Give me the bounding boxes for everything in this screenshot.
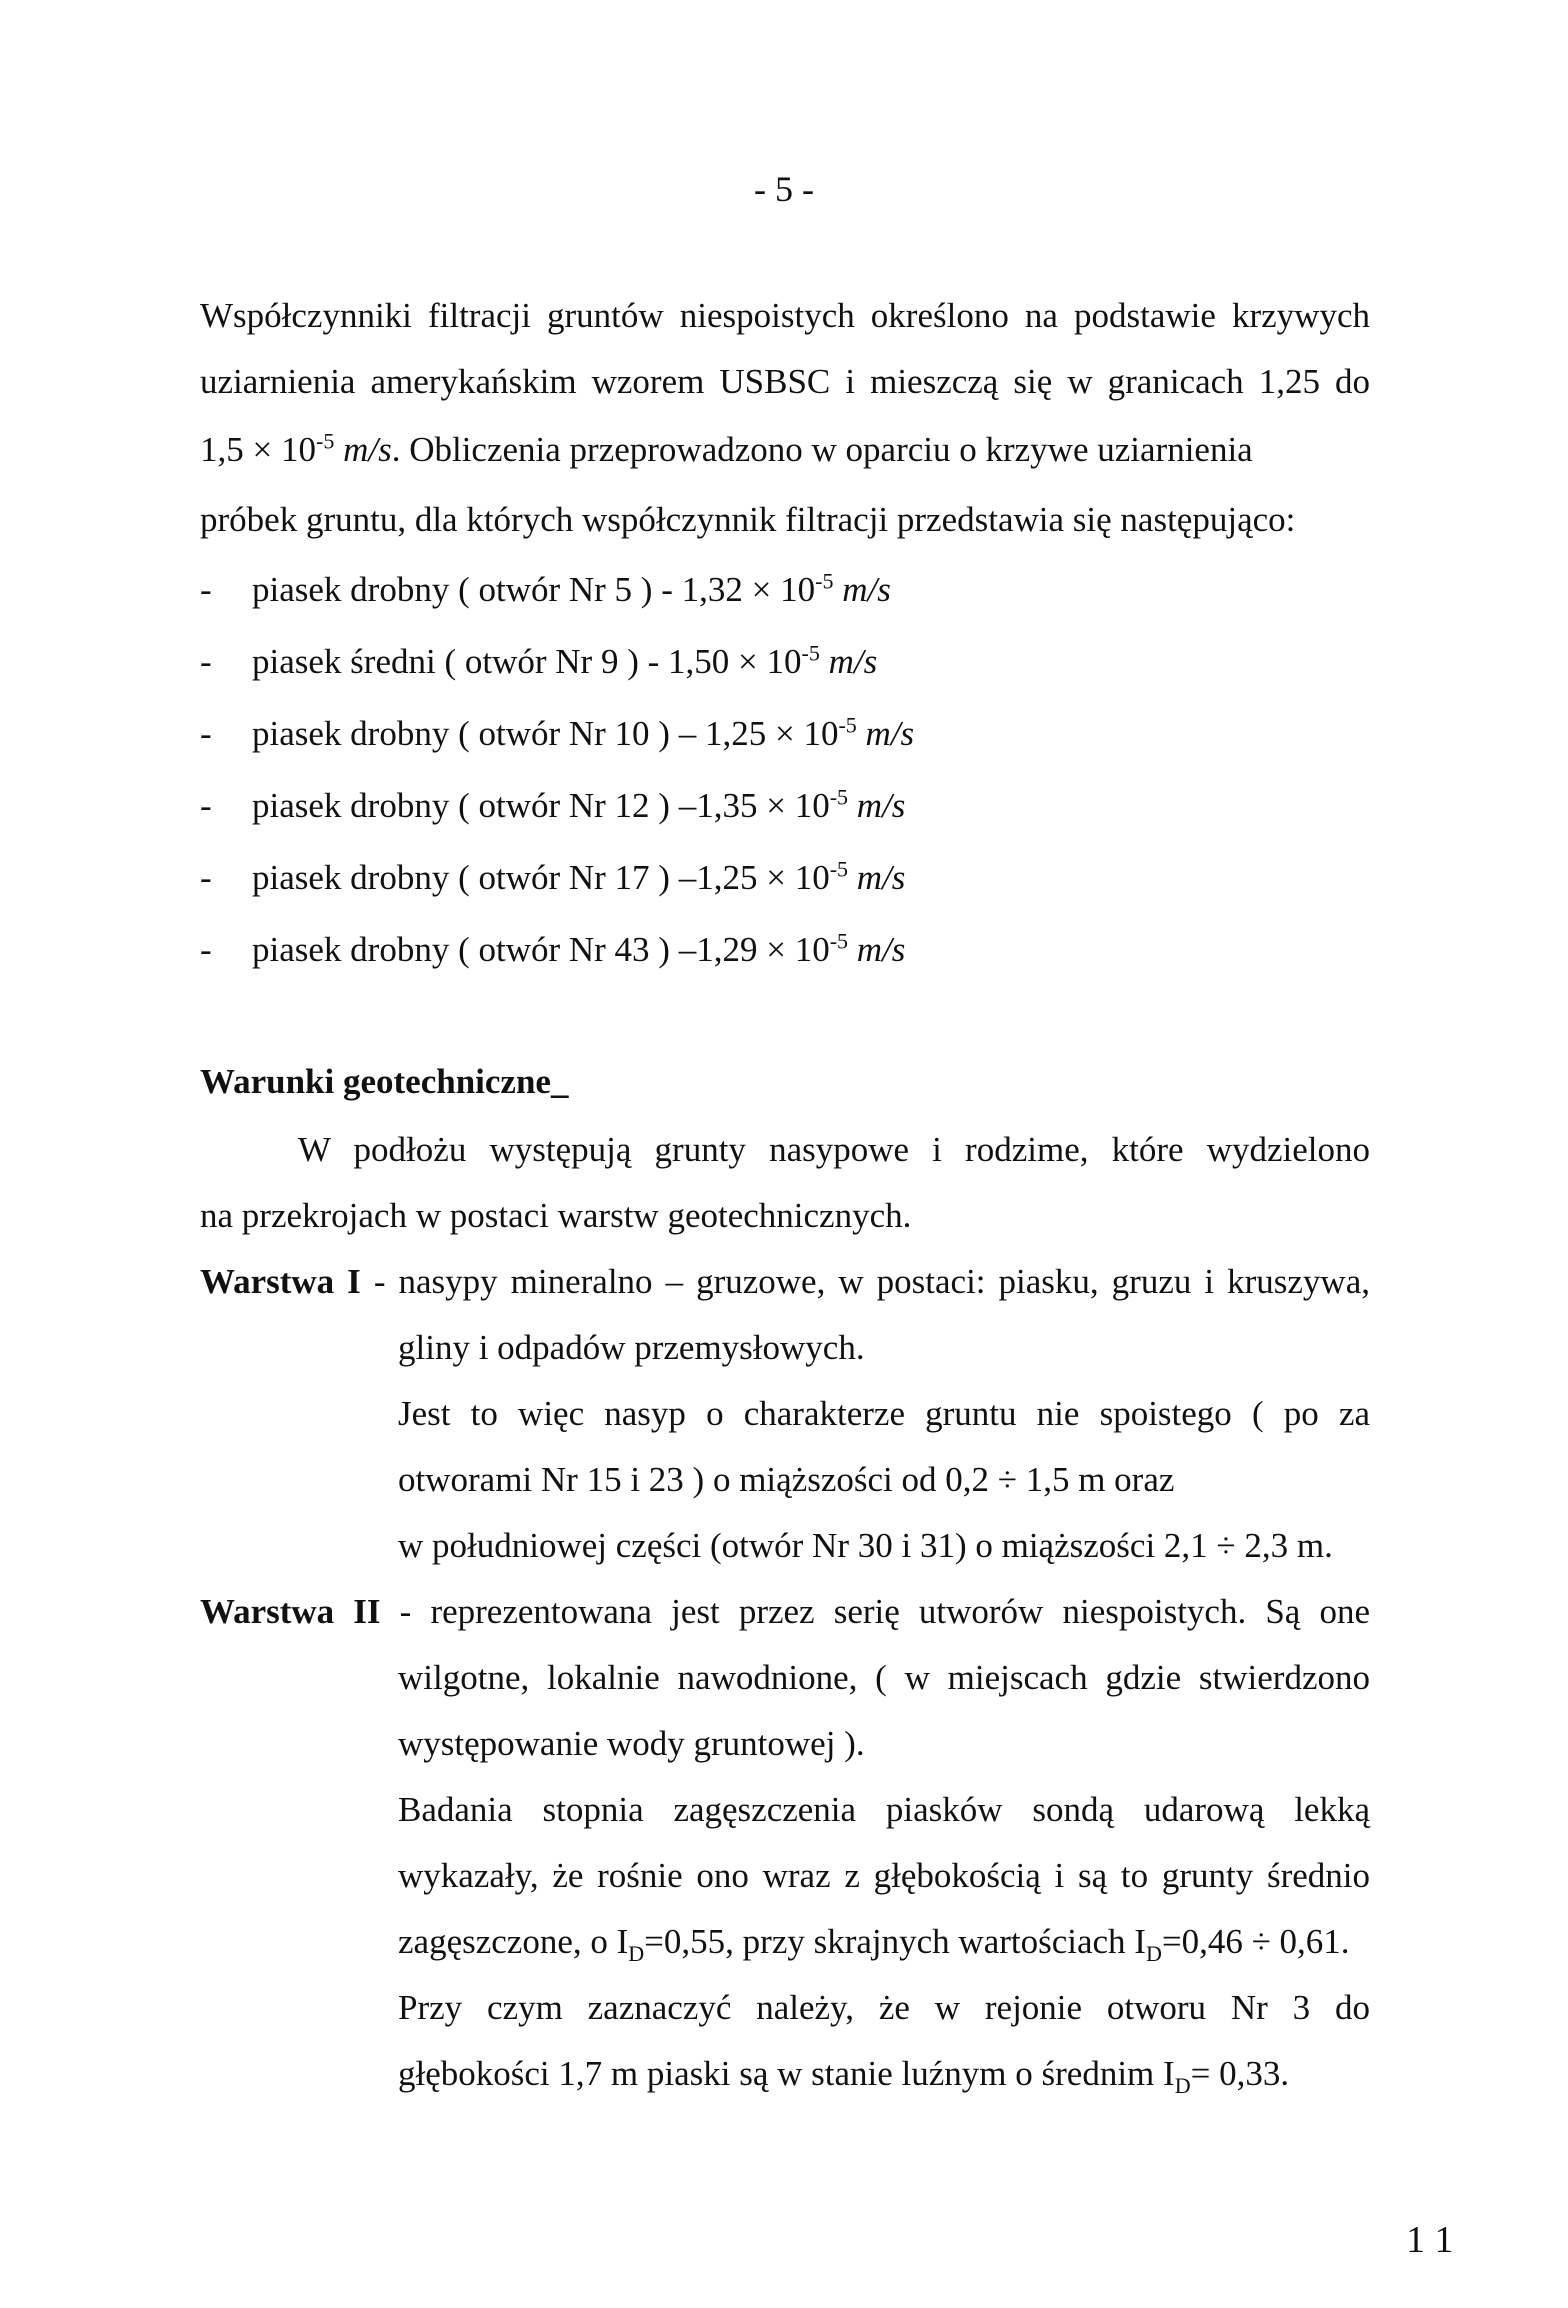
unit: m/s — [856, 786, 906, 825]
item-text: piasek drobny ( otwór Nr 12 ) –1,35 × 10 — [252, 786, 830, 825]
list-item — [200, 570, 891, 610]
list-item — [200, 642, 877, 682]
exponent: -5 — [316, 428, 335, 454]
paragraph-line: W podłożu występują grunty nasypowe i rodzime, które wydzielono — [298, 1130, 1370, 1169]
dash: - — [200, 642, 212, 681]
exponent: -5 — [829, 928, 849, 954]
layer-2-line: Przy czym zaznaczyć należy, że w rejonie otworu Nr 3 do — [398, 1988, 1370, 2027]
unit: m/s — [865, 714, 915, 753]
unit: m/s — [842, 570, 891, 609]
layer-1-line: gliny i odpadów przemysłowych. — [398, 1328, 865, 1367]
layer-2-first-line — [200, 1592, 1370, 1632]
text: głębokości 1,7 m piaski są w stanie luźnym o średnim I — [398, 2054, 1175, 2093]
subscript: D — [1174, 2073, 1191, 2098]
layer-2-line: wilgotne, lokalnie nawodnione, ( w miejscach gdzie stwierdzono — [398, 1658, 1370, 1697]
item-text: piasek drobny ( otwór Nr 17 ) –1,25 × 10 — [252, 858, 830, 897]
layer-2-line: występowanie wody gruntowej ). — [398, 1724, 865, 1763]
layer-2-line — [398, 2054, 1370, 2098]
layer-label: Warstwa I — [200, 1262, 361, 1301]
layer-1-first-line — [200, 1262, 1370, 1302]
subscript: D — [628, 1941, 645, 1966]
layer-2-line: Badania stopnia zagęszczenia piasków sondą udarową lekką — [398, 1790, 1370, 1829]
dash: - — [200, 570, 212, 609]
text: =0,55, przy skrajnych wartościach I — [644, 1922, 1146, 1961]
unit: m/s — [828, 642, 878, 681]
text: . Obliczenia przeprowadzono w oparciu o krzywe uziarnienia — [391, 430, 1253, 469]
corner-page-mark: 1 1 — [1406, 2219, 1454, 2261]
layer-2-line — [398, 1922, 1370, 1966]
unit: m/s — [856, 858, 906, 897]
exponent: -5 — [815, 568, 834, 594]
list-item — [200, 858, 905, 898]
item-text: piasek drobny ( otwór Nr 10 ) – 1,25 × 10 — [252, 714, 839, 753]
text: = 0,33. — [1190, 2054, 1290, 2093]
list-item — [200, 786, 905, 826]
exponent: -5 — [801, 640, 820, 666]
exponent: -5 — [838, 712, 857, 738]
value-text: 1,5 × 10 — [200, 430, 316, 469]
layer-1-line: otworami Nr 15 i 23 ) o miąższości od 0,2 ÷ 1,5 m oraz — [398, 1460, 1175, 1499]
item-text: piasek drobny ( otwór Nr 5 ) - 1,32 × 10 — [252, 570, 816, 609]
layer-1-line: Jest to więc nasyp o charakterze gruntu nie spoistego ( po za — [398, 1394, 1370, 1433]
dash: - — [200, 858, 212, 897]
exponent: -5 — [829, 856, 849, 882]
paragraph-line — [200, 430, 1370, 470]
exponent: -5 — [829, 784, 849, 810]
unit: m/s — [343, 430, 392, 469]
list-item — [200, 714, 914, 754]
text: zagęszczone, o I — [398, 1922, 629, 1961]
list-item — [200, 930, 905, 970]
item-text: piasek drobny ( otwór Nr 43 ) –1,29 × 10 — [252, 930, 830, 969]
unit: m/s — [856, 930, 906, 969]
layer-1-line: w południowej części (otwór Nr 30 i 31) o miąższości 2,1 ÷ 2,3 m. — [398, 1526, 1333, 1565]
paragraph-line: uziarnienia amerykańskim wzorem USBSC i mieszczą się w granicach 1,25 do — [200, 362, 1370, 401]
paragraph-line: próbek gruntu, dla których współczynnik filtracji przedstawia się następująco: — [200, 500, 1296, 539]
layer-text: - reprezentowana jest przez serię utworów niespoistych. Są one — [380, 1592, 1370, 1631]
dash: - — [200, 930, 212, 969]
dash: - — [200, 714, 212, 753]
section-heading: Warunki geotechniczne_ — [200, 1062, 569, 1101]
paragraph-line: Współczynniki filtracji gruntów niespoistych określono na podstawie krzywych — [200, 296, 1370, 335]
text: =0,46 ÷ 0,61. — [1161, 1922, 1350, 1961]
subscript: D — [1145, 1941, 1162, 1966]
layer-2-line: wykazały, że rośnie ono wraz z głębokością i są to grunty średnio — [398, 1856, 1370, 1895]
layer-label: Warstwa II — [200, 1592, 381, 1631]
paragraph-line: na przekrojach w postaci warstw geotechnicznych. — [200, 1196, 912, 1235]
page-number: - 5 - — [754, 169, 814, 209]
layer-text: - nasypy mineralno – gruzowe, w postaci: piasku, gruzu i kruszywa, — [360, 1262, 1370, 1301]
item-text: piasek średni ( otwór Nr 9 ) - 1,50 × 10 — [252, 642, 802, 681]
dash: - — [200, 786, 212, 825]
